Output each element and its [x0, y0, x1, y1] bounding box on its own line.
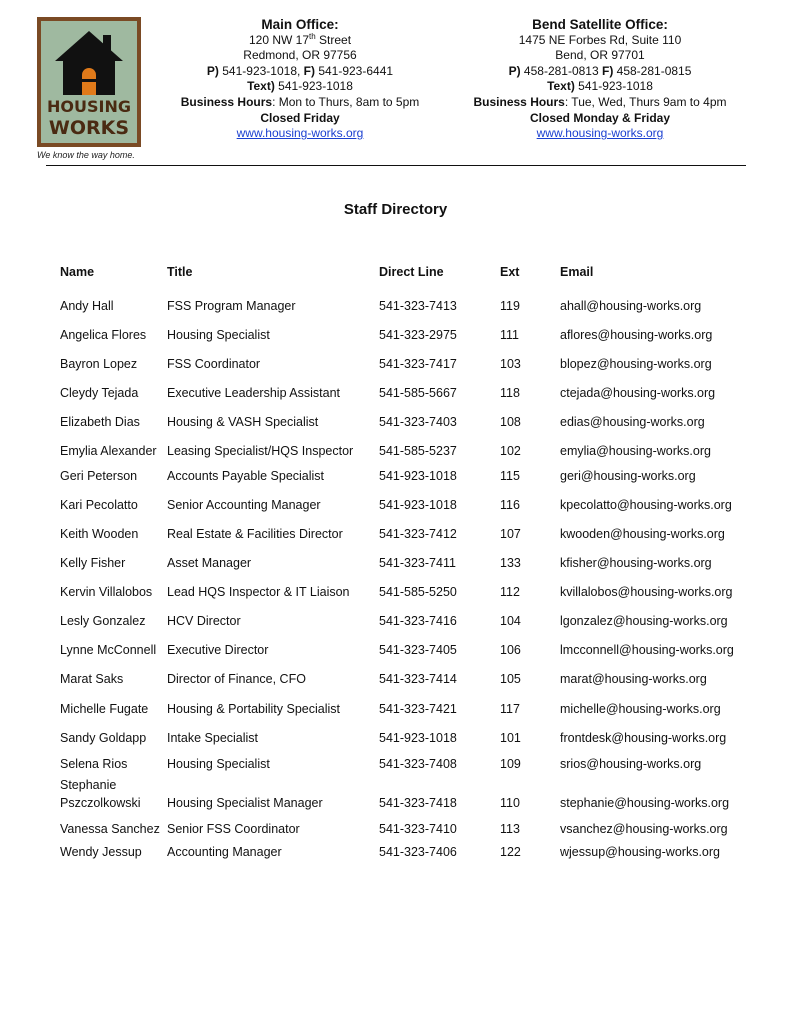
staff-title: Executive Director	[167, 643, 269, 657]
staff-title: FSS Program Manager	[167, 299, 296, 313]
staff-title: FSS Coordinator	[167, 357, 261, 371]
header-ext: Ext	[500, 265, 520, 279]
staff-ext: 113	[500, 822, 520, 836]
staff-title: Housing Specialist Manager	[167, 796, 323, 810]
staff-ext: 112	[500, 585, 520, 599]
staff-ext: 101	[500, 731, 521, 745]
staff-name: Kelly Fisher	[60, 556, 126, 570]
staff-name: Keith Wooden	[60, 527, 139, 541]
staff-direct-line: 541-323-7410	[379, 822, 457, 836]
document-title: Staff Directory	[343, 201, 448, 218]
staff-name: Selena Rios	[60, 757, 128, 771]
staff-email: marat@housing-works.org	[560, 672, 707, 686]
staff-email: kfisher@housing-works.org	[560, 556, 712, 570]
staff-email: kpecolatto@housing-works.org	[560, 498, 732, 512]
header-direct-line: Direct Line	[379, 265, 444, 279]
staff-title: HCV Director	[167, 614, 241, 628]
main-office-hours: Business Hours: Mon to Thurs, 8am to 5pm	[180, 94, 420, 109]
staff-title: Housing Specialist	[167, 757, 270, 771]
staff-ext: 106	[500, 643, 521, 657]
staff-email: frontdesk@housing-works.org	[560, 731, 727, 745]
main-office-website-link[interactable]: www.housing-works.org	[236, 126, 364, 141]
staff-title: Housing & VASH Specialist	[167, 415, 319, 429]
staff-ext: 110	[500, 796, 520, 810]
staff-title: Housing Specialist	[167, 328, 270, 342]
house-icon	[53, 29, 125, 97]
staff-direct-line: 541-923-1018	[379, 731, 457, 745]
staff-direct-line: 541-585-5237	[379, 444, 457, 458]
staff-ext: 116	[500, 498, 520, 512]
staff-direct-line: 541-923-1018	[379, 469, 457, 483]
staff-name: Emylia Alexander	[60, 444, 157, 458]
staff-direct-line: 541-323-7405	[379, 643, 457, 657]
staff-name: Marat Saks	[60, 672, 124, 686]
staff-name: Lynne McConnell	[60, 643, 157, 657]
staff-email: ahall@housing-works.org	[560, 299, 702, 313]
staff-direct-line: 541-323-7414	[379, 672, 457, 686]
housing-works-logo	[37, 17, 141, 147]
staff-direct-line: 541-323-7417	[379, 357, 457, 371]
staff-name: Cleydy Tejada	[60, 386, 139, 400]
staff-title: Real Estate & Facilities Director	[167, 527, 343, 541]
staff-title: Executive Leadership Assistant	[167, 386, 341, 400]
staff-direct-line: 541-585-5250	[379, 585, 457, 599]
main-office-address1: 120 NW 17th Street	[248, 31, 352, 47]
staff-direct-line: 541-323-7416	[379, 614, 457, 628]
logo-word-works: WORKS	[48, 117, 130, 139]
staff-email: wjessup@housing-works.org	[560, 845, 720, 859]
main-office-address2: Redmond, OR 97756	[243, 48, 357, 63]
header-divider	[46, 165, 746, 166]
staff-email: lmcconnell@housing-works.org	[560, 643, 734, 657]
staff-title: Accounting Manager	[167, 845, 282, 859]
staff-email: blopez@housing-works.org	[560, 357, 712, 371]
staff-email: aflores@housing-works.org	[560, 328, 713, 342]
main-office-block	[165, 17, 435, 142]
bend-office-address2: Bend, OR 97701	[555, 48, 645, 63]
logo-word-housing: HOUSING	[47, 97, 131, 116]
staff-title: Accounts Payable Specialist	[167, 469, 325, 483]
staff-title: Leasing Specialist/HQS Inspector	[167, 444, 354, 458]
staff-ext: 103	[500, 357, 521, 371]
staff-email: emylia@housing-works.org	[560, 444, 711, 458]
bend-office-block	[460, 17, 740, 142]
staff-direct-line: 541-323-7403	[379, 415, 457, 429]
header-name: Name	[60, 265, 95, 279]
bend-office-hours: Business Hours: Tue, Wed, Thurs 9am to 4pm	[473, 94, 727, 109]
staff-ext: 118	[500, 386, 520, 400]
staff-name: Stephanie	[60, 778, 117, 792]
staff-ext: 104	[500, 614, 521, 628]
staff-direct-line: 541-323-7418	[379, 796, 457, 810]
staff-email: stephanie@housing-works.org	[560, 796, 730, 810]
staff-ext: 107	[500, 527, 521, 541]
staff-name: Geri Peterson	[60, 469, 138, 483]
staff-email: srios@housing-works.org	[560, 757, 702, 771]
bend-office-website-link[interactable]: www.housing-works.org	[536, 126, 664, 141]
staff-title: Asset Manager	[167, 556, 252, 570]
staff-name: Angelica Flores	[60, 328, 147, 342]
staff-title: Intake Specialist	[167, 731, 259, 745]
staff-name: Wendy Jessup	[60, 845, 142, 859]
main-office-title: Main Office:	[261, 17, 339, 32]
main-office-text: Text) 541-923-1018	[247, 79, 353, 94]
bend-office-title: Bend Satellite Office:	[532, 17, 668, 32]
header-title: Title	[167, 265, 193, 279]
staff-email: geri@housing-works.org	[560, 469, 696, 483]
staff-ext: 109	[500, 757, 521, 771]
staff-ext: 117	[500, 702, 520, 716]
staff-direct-line: 541-323-7408	[379, 757, 457, 771]
staff-email: michelle@housing-works.org	[560, 702, 721, 716]
staff-name: Lesly Gonzalez	[60, 614, 146, 628]
staff-name: Vanessa Sanchez	[60, 822, 160, 836]
staff-email: kwooden@housing-works.org	[560, 527, 725, 541]
staff-name: Sandy Goldapp	[60, 731, 147, 745]
staff-email: vsanchez@housing-works.org	[560, 822, 728, 836]
bend-office-closed: Closed Monday & Friday	[529, 110, 671, 125]
staff-ext: 102	[500, 444, 521, 458]
staff-ext: 122	[500, 845, 521, 859]
bend-office-phone-fax: P) 458-281-0813 F) 458-281-0815	[508, 63, 692, 78]
staff-direct-line: 541-323-7406	[379, 845, 457, 859]
staff-ext: 133	[500, 556, 521, 570]
staff-direct-line: 541-323-7413	[379, 299, 457, 313]
staff-name: Bayron Lopez	[60, 357, 138, 371]
staff-email: kvillalobos@housing-works.org	[560, 585, 733, 599]
logo-tagline: We know the way home.	[37, 150, 135, 160]
staff-title: Lead HQS Inspector & IT Liaison	[167, 585, 350, 599]
staff-ext: 108	[500, 415, 521, 429]
main-office-phone-fax: P) 541-923-1018, F) 541-923-6441	[206, 63, 394, 78]
staff-direct-line: 541-323-2975	[379, 328, 457, 342]
staff-ext: 105	[500, 672, 521, 686]
staff-title: Senior FSS Coordinator	[167, 822, 300, 836]
staff-name: Kervin Villalobos	[60, 585, 153, 599]
staff-title: Director of Finance, CFO	[167, 672, 306, 686]
staff-direct-line: 541-585-5667	[379, 386, 457, 400]
staff-name: Michelle Fugate	[60, 702, 149, 716]
staff-direct-line: 541-323-7421	[379, 702, 457, 716]
staff-title: Senior Accounting Manager	[167, 498, 321, 512]
staff-direct-line: 541-323-7412	[379, 527, 457, 541]
header-email: Email	[560, 265, 594, 279]
staff-direct-line: 541-923-1018	[379, 498, 457, 512]
staff-email: lgonzalez@housing-works.org	[560, 614, 728, 628]
staff-title: Housing & Portability Specialist	[167, 702, 340, 716]
bend-office-text: Text) 541-923-1018	[547, 79, 653, 94]
bend-office-address1: 1475 NE Forbes Rd, Suite 110	[518, 32, 682, 47]
staff-name-line2: Pszczolkowski	[60, 796, 141, 810]
staff-direct-line: 541-323-7411	[379, 556, 456, 570]
staff-name: Kari Pecolatto	[60, 498, 138, 512]
staff-ext: 115	[500, 469, 520, 483]
main-office-closed: Closed Friday	[260, 110, 340, 125]
staff-name: Andy Hall	[60, 299, 114, 313]
staff-ext: 111	[500, 328, 520, 342]
staff-email: edias@housing-works.org	[560, 415, 705, 429]
staff-name: Elizabeth Dias	[60, 415, 140, 429]
staff-email: ctejada@housing-works.org	[560, 386, 716, 400]
staff-ext: 119	[500, 299, 520, 313]
